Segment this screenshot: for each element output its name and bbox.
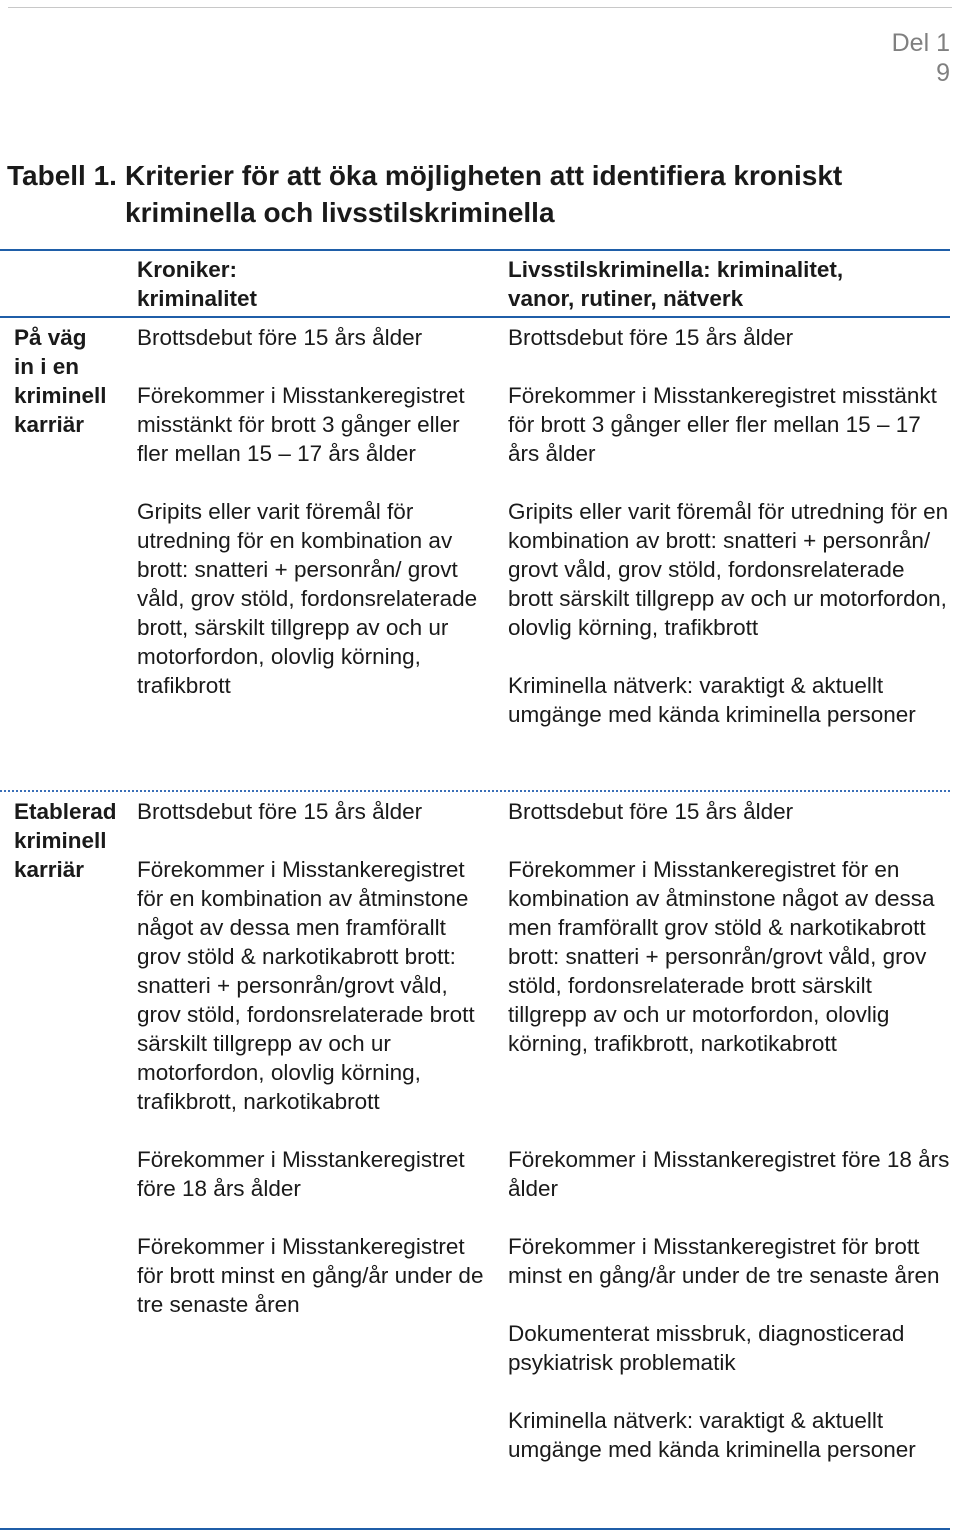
table-title	[7, 157, 947, 231]
criterion: Kriminella nätverk: varaktigt & aktuellt umgänge med kända kriminella personer	[508, 1408, 916, 1462]
criterion: Brottsdebut före 15 års ålder	[137, 325, 423, 350]
row1-livsstil-cell	[508, 323, 950, 758]
criterion: Dokumenterat missbruk, diagnosticerad psykiatrisk problematik	[508, 1321, 905, 1375]
table-number: Tabell 1.	[7, 160, 117, 191]
criterion: Förekommer i Misstankeregistret för brott minst en gång/år under de tre senaste åren	[508, 1234, 940, 1288]
criterion: Förekommer i Misstankeregistret misstänkt för brott 3 gånger eller fler mellan 15 – 17 års ålder	[508, 383, 937, 466]
criterion: Brottsdebut före 15 års ålder	[508, 799, 794, 824]
criterion: Förekommer i Misstankeregistret före 18 års ålder	[137, 1147, 465, 1201]
table-title-text: Kriterier för att öka möjligheten att identifiera kroniskt kriminella och livsstilskriminella	[125, 160, 843, 228]
page-number-value: 9	[936, 59, 950, 87]
criterion: Kriminella nätverk: varaktigt & aktuellt umgänge med kända kriminella personer	[508, 673, 916, 727]
table-bottom-rule	[0, 1528, 950, 1530]
criterion: Gripits eller varit föremål för utredning för en kombination av brott: snatteri + personrån/ grovt våld, grov stöld, fordonsrelaterade brott, särskilt tillgrepp av och ur motorfordon, olovlig körning, trafikbrott	[137, 499, 478, 698]
row2-kroniker-cell	[137, 797, 492, 1348]
criterion: Förekommer i Misstankeregistret misstänkt för brott 3 gånger eller fler mellan 15 – 17 års ålder	[137, 383, 465, 466]
row1-kroniker-cell	[137, 323, 492, 729]
criterion: Förekommer i Misstankeregistret för brott minst en gång/år under de tre senaste åren	[137, 1234, 484, 1317]
row2-livsstil-cell	[508, 797, 950, 1464]
row-label-pa-vag: På väg in i en kriminell karriär	[14, 325, 107, 437]
column-header-livsstil: Livsstilskriminella: kriminalitet, vanor, rutiner, nätverk	[508, 257, 844, 311]
page-number	[892, 28, 950, 88]
row-label-etablerad: Etablerad kriminell karriär	[14, 799, 117, 882]
criterion: Gripits eller varit föremål för utredning för en kombination av brott: snatteri + personrån/ grovt våld, grov stöld, fordonsrelaterade brott särskilt tillgrepp av och ur motorfordon, olovlig körning, trafikbrott	[508, 499, 949, 640]
part-label: Del 1	[891, 29, 950, 57]
criterion: Brottsdebut före 15 års ålder	[508, 325, 794, 350]
criterion: Brottsdebut före 15 års ålder	[137, 799, 423, 824]
column-header-kroniker: Kroniker: kriminalitet	[137, 257, 258, 311]
header-rule	[0, 316, 950, 318]
row-divider	[0, 790, 950, 792]
page-top-rule	[8, 7, 952, 8]
criterion: Förekommer i Misstankeregistret för en kombination av åtminstone något av dessa men framförallt grov stöld & narkotikabrott brott: snatteri + personrån/grovt våld, grov stöld, fordonsrelaterade brott särskilt tillgrepp av och ur motorfordon, olovlig körning, trafikbrott, narkotikabrott	[508, 857, 935, 1056]
criterion: Förekommer i Misstankeregistret för en kombination av åtminstone något av dessa men framförallt grov stöld & narkotikabrott brott: snatteri + personrån/grovt våld, grov stöld, fordonsrelaterade brott särskilt tillgrepp av och ur motorfordon, olovlig körning, trafikbrott, narkotikabrott	[137, 857, 475, 1114]
table-top-rule	[0, 249, 950, 251]
criterion: Förekommer i Misstankeregistret före 18 års ålder	[508, 1147, 950, 1201]
